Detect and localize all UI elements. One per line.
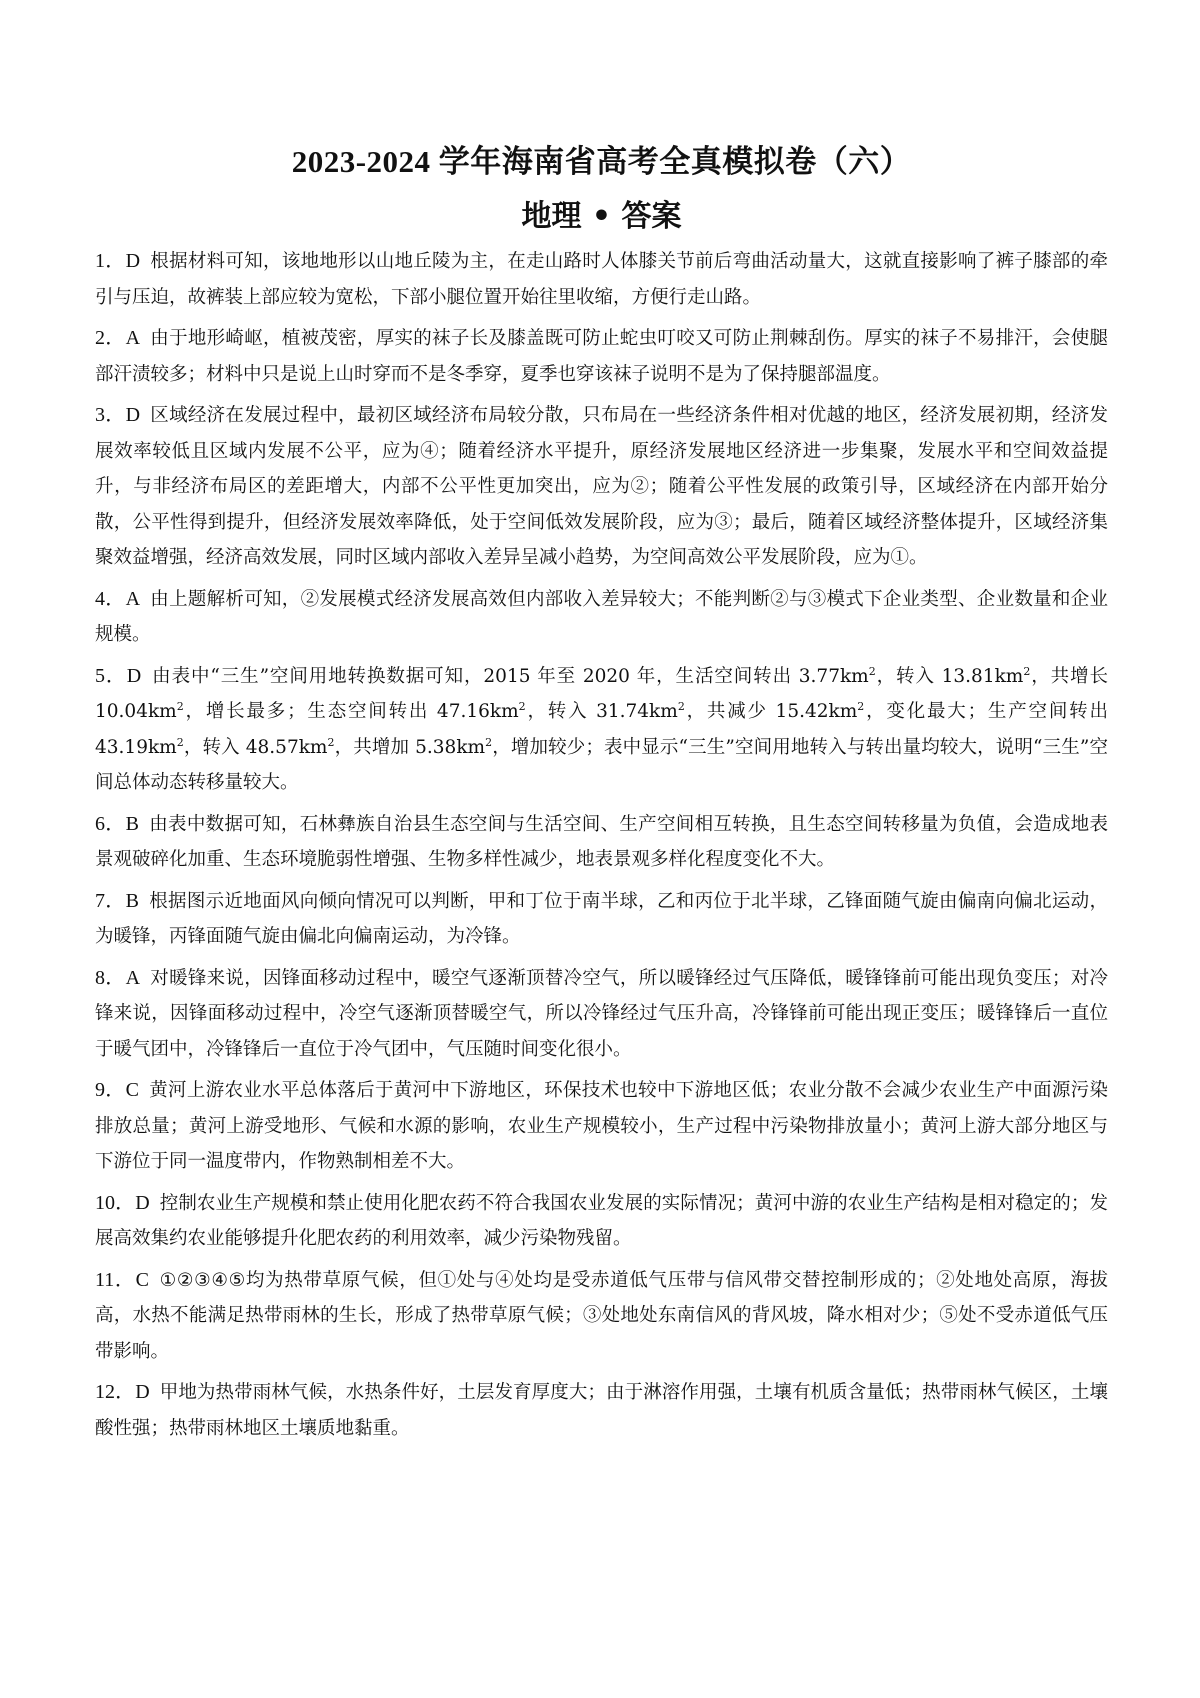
answer-explanation: 由上题解析可知，②发展模式经济发展高效但内部收入差异较大；不能判断②与③模式下企业类型、企业数量和企业规模。 [95, 588, 1108, 645]
answer-list [95, 244, 1108, 1446]
answer-number: 8．A [95, 966, 141, 989]
answer-explanation: 对暖锋来说，因锋面移动过程中，暖空气逐渐顶替冷空气，所以暖锋经过气压降低，暖锋锋前可能出现负变压；对冷锋来说，因锋面移动过程中，冷空气逐渐顶替暖空气，所以冷锋经过气压升高，冷锋锋前可能出现正变压；暖锋锋后一直位于暖气团中，冷锋锋后一直位于冷气团中，气压随时间变化很小。 [95, 967, 1108, 1060]
superscript: 2 [1023, 664, 1031, 678]
answer-item-3 [95, 398, 1108, 576]
superscript: 2 [327, 735, 335, 749]
answer-number: 6．B [95, 812, 139, 835]
answer-text-segment: ，转入 48.57km [183, 736, 328, 758]
answer-text-segment: ，转入 13.81km [875, 665, 1024, 687]
answer-number: 11．C [95, 1268, 149, 1291]
answer-text-segment: ，增加较少；表中显示“三生”空间用地转入与转出量均较大，说明“三生”空间总体动态转移量较大。 [95, 736, 1108, 793]
answer-number: 7．B [95, 889, 139, 912]
answer-number: 10．D [95, 1191, 150, 1214]
answer-item-5 [95, 659, 1108, 801]
superscript: 2 [176, 735, 184, 749]
superscript: 2 [677, 699, 685, 713]
answer-item-6 [95, 807, 1108, 878]
answer-explanation: 由于地形崎岖，植被茂密，厚实的袜子长及膝盖既可防止蛇虫叮咬又可防止荆棘刮伤。厚实的袜子不易排汗，会使腿部汗渍较多；材料中只是说上山时穿而不是冬季穿，夏季也穿该袜子说明不是为了保持腿部温度。 [95, 328, 1108, 385]
answer-explanation: 根据材料可知，该地地形以山地丘陵为主，在走山路时人体膝关节前后弯曲活动量大，这就直接影响了裤子膝部的牵引与压迫，故裤装上部应较为宽松，下部小腿位置开始往里收缩，方便行走山路。 [95, 251, 1108, 308]
page-title: 2023-2024 学年海南省高考全真模拟卷（六） [291, 144, 912, 179]
answer-number: 5．D [95, 664, 142, 687]
answer-item-12 [95, 1375, 1108, 1446]
answer-explanation [95, 666, 1108, 794]
answer-number: 1．D [95, 250, 141, 272]
answer-number: 2．A [95, 327, 141, 349]
answer-item-1 [95, 244, 1108, 315]
answer-item-7 [95, 884, 1108, 955]
answer-number: 3．D [95, 404, 141, 426]
superscript: 2 [868, 664, 876, 678]
answer-explanation: 甲地为热带雨林气候，水热条件好，土层发育厚度大；由于淋溶作用强，土壤有机质含量低；热带雨林气候区，土壤酸性强；热带雨林地区土壤质地黏重。 [95, 1382, 1108, 1439]
superscript: 2 [857, 699, 865, 713]
answer-text-segment: ，共减少 15.42km [684, 701, 858, 722]
answer-explanation: 由表中数据可知，石林彝族自治县生态空间与生活空间、生产空间相互转换，且生态空间转移量为负值，会造成地表景观破碎化加重、生态环境脆弱性增强、生物多样性减少，地表景观多样化程度变化不大。 [95, 813, 1108, 870]
answer-explanation: 控制农业生产规模和禁止使用化肥农药不符合我国农业发展的实际情况；黄河中游的农业生产结构是相对稳定的；发展高效集约农业能够提升化肥农药的利用效率，减少污染物残留。 [95, 1192, 1108, 1249]
answer-text-segment: ，变化最大；生产空间转出 43.19km [95, 701, 1108, 758]
page-subtitle: 地理 • 答案 [521, 199, 682, 234]
answer-text-segment: ，共增长 10.04km [95, 665, 1108, 722]
answer-item-4 [95, 582, 1108, 653]
answer-item-8 [95, 961, 1108, 1068]
answer-text-segment: ，转入 31.74km [525, 701, 678, 722]
answer-number: 12．D [95, 1381, 150, 1403]
answer-number: 4．A [95, 587, 141, 610]
answer-text-segment: ，共增加 5.38km [334, 736, 486, 758]
superscript: 2 [176, 699, 184, 713]
superscript: 2 [518, 699, 526, 713]
answer-explanation: 根据图示近地面风向倾向情况可以判断，甲和丁位于南半球，乙和丙位于北半球，乙锋面随气旋由偏南向偏北运动，为暖锋，丙锋面随气旋由偏北向偏南运动，为冷锋。 [95, 890, 1108, 947]
answer-item-2 [95, 321, 1108, 392]
answer-explanation: 黄河上游农业水平总体落后于黄河中下游地区，环保技术也较中下游地区低；农业分散不会减少农业生产中面源污染排放总量；黄河上游受地形、气候和水源的影响，农业生产规模较小，生产过程中污染物排放量小；黄河上游大部分地区与下游位于同一温度带内，作物熟制相差不大。 [95, 1080, 1108, 1172]
answer-explanation: 区域经济在发展过程中，最初区域经济布局较分散，只布局在一些经济条件相对优越的地区，经济发展初期，经济发展效率较低且区域内发展不公平，应为④；随着经济水平提升，原经济发展地区经济进一步集聚，发展水平和空间效益提升，与非经济布局区的差距增大，内部不公平性更加突出，应为②；随着公平性发展的政策引导，区域经济在内部开始分散，公平性得到提升，但经济发展效率降低，处于空间低效发展阶段，应为③；最后，随着区域经济整体提升，区域经济集聚效益增强，经济高效发展，同时区域内部收入差异呈减小趋势，为空间高效公平发展阶段，应为①。 [95, 405, 1108, 568]
answer-item-10 [95, 1186, 1108, 1257]
answer-item-11 [95, 1263, 1108, 1370]
answer-text-segment: ，增长最多；生态空间转出 47.16km [183, 701, 519, 722]
superscript: 2 [485, 735, 493, 749]
answer-number: 9．C [95, 1079, 139, 1101]
answer-explanation: ①②③④⑤均为热带草原气候，但①处与④处均是受赤道低气压带与信风带交替控制形成的；②处地处高原，海拔高，水热不能满足热带雨林的生长，形成了热带草原气候；③处地处东南信风的背风坡，降水相对少；⑤处不受赤道低气压带影响。 [95, 1269, 1108, 1362]
answer-text-segment: 由表中“三生”空间用地转换数据可知，2015 年至 2020 年，生活空间转出 3.77km [151, 665, 869, 687]
answer-item-9 [95, 1073, 1108, 1180]
